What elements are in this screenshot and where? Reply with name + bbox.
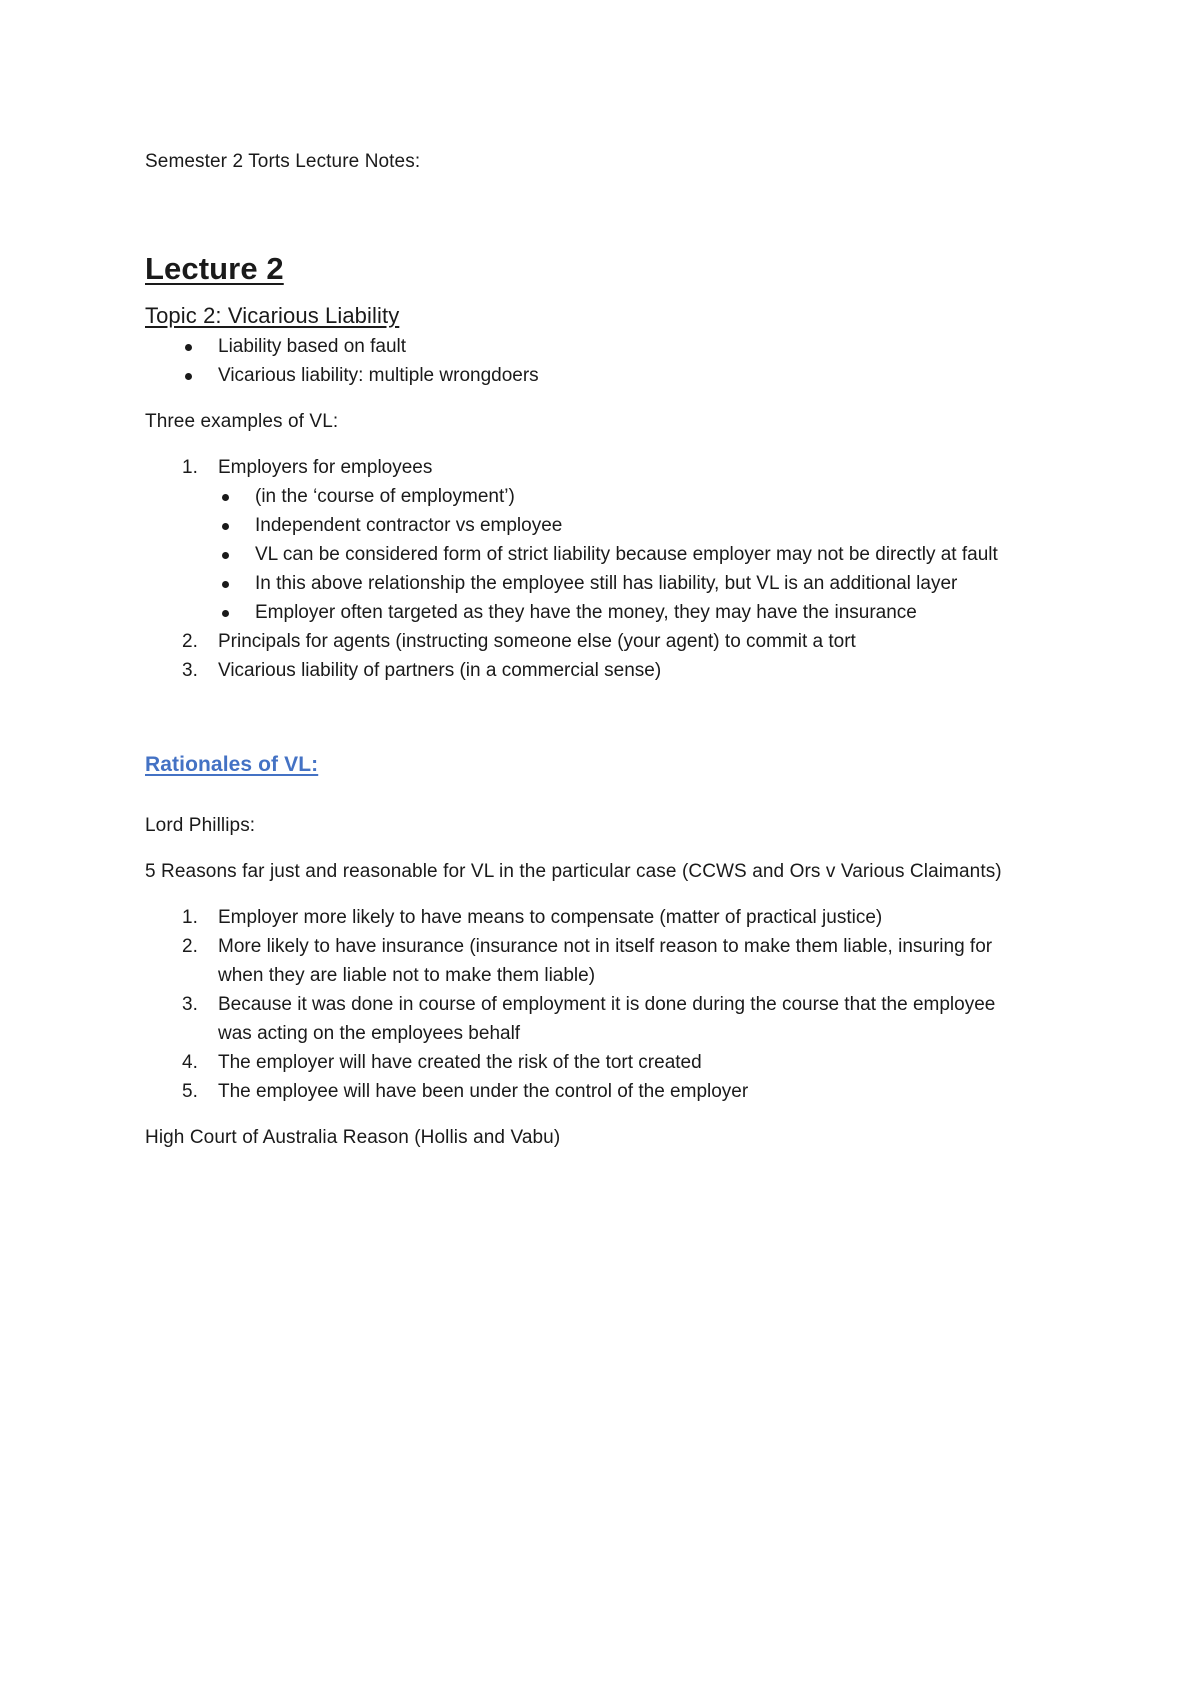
list-item <box>0 364 1200 388</box>
list-item-text: In this above relationship the employee still has liability, but VL is an additional layer <box>255 573 958 594</box>
list-item-text: VL can be considered form of strict liability because employer may not be directly at fault <box>255 544 998 565</box>
bullet-icon <box>222 610 229 617</box>
list-number: 2. <box>182 631 198 652</box>
high-court-heading: High Court of Australia Reason (Hollis and Vabu) <box>145 1127 561 1148</box>
list-number: 3. <box>182 994 198 1015</box>
list-item-text: Because it was done in course of employment it is done during the course that the employee <box>218 994 996 1015</box>
list-item <box>0 335 1200 359</box>
list-item <box>0 601 1200 625</box>
list-item <box>0 485 1200 509</box>
list-number: 2. <box>182 936 198 957</box>
bullet-icon <box>185 344 192 351</box>
rationales-heading: Rationales of VL: <box>145 753 319 776</box>
list-item-text: Employer more likely to have means to compensate (matter of practical justice) <box>218 907 883 928</box>
list-number: 4. <box>182 1052 198 1073</box>
list-item-text: was acting on the employees behalf <box>218 1023 521 1044</box>
list-item-text: Employers for employees <box>218 457 433 478</box>
document-header: Semester 2 Torts Lecture Notes: <box>145 151 421 172</box>
list-item <box>0 906 1200 930</box>
bullet-icon <box>222 552 229 559</box>
list-item <box>0 456 1200 480</box>
list-item-text: The employer will have created the risk of the tort created <box>218 1052 702 1073</box>
lord-phillips-label: Lord Phillips: <box>145 815 256 836</box>
list-item-text: Employer often targeted as they have the money, they may have the insurance <box>255 602 917 623</box>
topic-title: Topic 2: Vicarious Liability <box>145 303 400 328</box>
lecture-title: Lecture 2 <box>145 251 284 286</box>
list-item-text: Vicarious liability of partners (in a commercial sense) <box>218 660 662 681</box>
list-item <box>0 659 1200 683</box>
list-item <box>0 1051 1200 1075</box>
list-item <box>0 993 1200 1046</box>
list-item <box>0 630 1200 654</box>
bullet-icon <box>185 373 192 380</box>
examples-heading: Three examples of VL: <box>145 411 339 432</box>
list-item <box>0 1080 1200 1104</box>
list-number: 3. <box>182 660 198 681</box>
list-number: 1. <box>182 457 198 478</box>
list-item-text: Vicarious liability: multiple wrongdoers <box>218 365 539 386</box>
list-item-text: (in the ‘course of employment’) <box>255 486 515 507</box>
list-item <box>0 935 1200 988</box>
bullet-icon <box>222 523 229 530</box>
list-item <box>0 514 1200 538</box>
list-item-text: Principals for agents (instructing someone else (your agent) to commit a tort <box>218 631 856 652</box>
list-item <box>0 572 1200 596</box>
list-item-text: when they are liable not to make them liable) <box>218 965 596 986</box>
list-item-text: The employee will have been under the control of the employer <box>218 1081 749 1102</box>
list-number: 5. <box>182 1081 198 1102</box>
bullet-icon <box>222 494 229 501</box>
list-item-text: Liability based on fault <box>218 336 407 357</box>
list-item <box>0 543 1200 567</box>
list-item-text: Independent contractor vs employee <box>255 515 563 536</box>
list-number: 1. <box>182 907 198 928</box>
list-item-text: More likely to have insurance (insurance not in itself reason to make them liable, insuring for <box>218 936 993 957</box>
reasons-heading: 5 Reasons far just and reasonable for VL in the particular case (CCWS and Ors v Various Claimants) <box>145 861 1002 882</box>
bullet-icon <box>222 581 229 588</box>
